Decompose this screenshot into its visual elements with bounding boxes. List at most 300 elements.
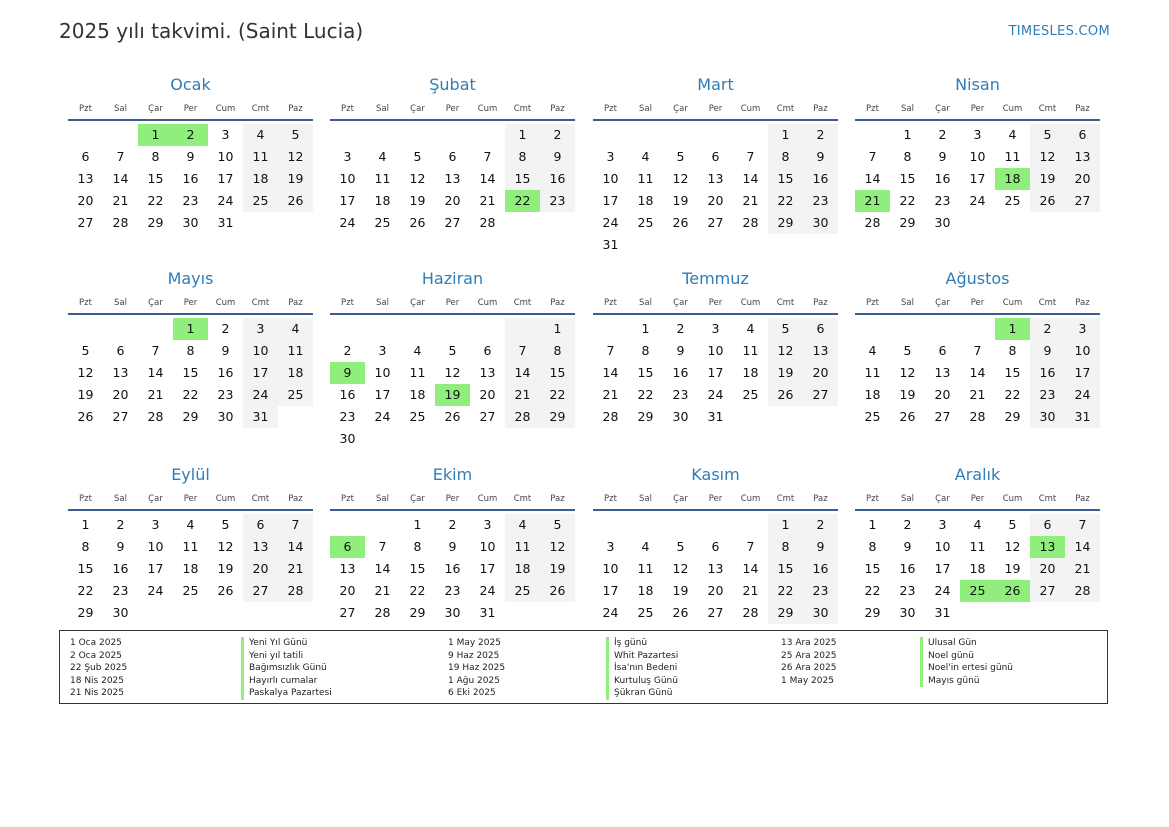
day-cell: 21 [969,387,986,402]
day-cell: 10 [339,171,356,186]
weekday-header [68,490,313,508]
weekday-label: Cum [215,104,236,114]
day-cell: 30 [803,212,838,234]
day-cell: 6 [803,318,838,340]
month-divider [330,119,575,121]
weekday-label: Paz [550,104,565,114]
weekday-label: Pzt [604,104,617,114]
day-cell: 26 [672,215,689,230]
legend-date: 25 Ara 2025 [781,650,837,661]
day-cell: 30 [803,602,838,624]
holiday-day-cell: 26 [995,580,1030,602]
day-cell: 13 [934,365,951,380]
day-cell: 21 [278,558,313,580]
month-name: Şubat [429,75,476,94]
day-cell: 29 [864,605,881,620]
day-cell: 23 [217,387,234,402]
day-cell: 16 [672,365,689,380]
day-cell: 4 [186,517,195,532]
day-cell: 26 [409,215,426,230]
weekday-label: Cmt [1038,298,1057,308]
day-grid [855,124,1100,234]
day-cell: 12 [278,146,313,168]
day-cell: 4 [746,321,755,336]
month-divider [68,509,313,511]
day-cell: 4 [278,318,313,340]
weekday-label: Per [445,494,460,504]
day-cell: 24 [602,215,619,230]
day-cell: 20 [707,193,724,208]
day-cell: 26 [1030,190,1065,212]
weekday-label: Çar [148,494,163,504]
day-cell: 11 [505,536,540,558]
day-cell: 24 [217,193,234,208]
day-cell: 31 [602,237,619,252]
month-divider [593,509,838,511]
month-name: Mart [697,75,734,94]
day-grid [855,514,1100,624]
weekday-label: Paz [288,104,303,114]
day-cell: 4 [378,149,387,164]
day-cell: 17 [217,171,234,186]
day-cell: 11 [243,146,278,168]
day-cell: 29 [768,212,803,234]
day-cell: 7 [868,149,877,164]
day-cell: 26 [77,409,94,424]
day-cell: 15 [505,168,540,190]
weekday-header [330,294,575,312]
day-cell: 14 [278,536,313,558]
day-cell: 28 [742,605,759,620]
month-divider [593,119,838,121]
day-cell: 28 [147,409,164,424]
day-cell: 20 [243,558,278,580]
day-cell: 19 [672,583,689,598]
month-divider [330,509,575,511]
day-cell: 25 [637,605,654,620]
day-cell: 27 [112,409,129,424]
legend-holiday-name: Bağımsızlık Günü [241,662,332,675]
day-cell: 4 [243,124,278,146]
day-cell: 3 [1065,318,1100,340]
empty-cell [593,124,628,146]
day-cell: 21 [602,387,619,402]
weekday-label: Çar [410,104,425,114]
day-cell: 29 [77,605,94,620]
site-link[interactable]: TIMESLES.COM [1008,24,1110,39]
month-calendar [855,464,1100,624]
day-cell: 23 [112,583,129,598]
day-cell: 19 [540,558,575,580]
day-cell: 22 [899,193,916,208]
month-calendar [68,464,313,624]
weekday-label: Sal [901,494,914,504]
weekday-label: Cum [1002,494,1023,504]
day-cell: 16 [899,561,916,576]
day-cell: 5 [1030,124,1065,146]
day-cell: 10 [147,539,164,554]
day-cell: 2 [1030,318,1065,340]
weekday-label: Cmt [776,298,795,308]
day-cell: 6 [1030,514,1065,536]
day-grid [330,318,575,450]
day-cell: 21 [505,384,540,406]
day-cell: 13 [803,340,838,362]
weekday-label: Paz [550,298,565,308]
day-cell: 16 [803,168,838,190]
empty-cell [365,514,400,536]
day-cell: 13 [339,561,356,576]
day-cell: 5 [278,124,313,146]
day-cell: 23 [444,583,461,598]
day-cell: 5 [413,149,422,164]
day-cell: 9 [221,343,230,358]
day-cell: 20 [1065,168,1100,190]
day-cell: 15 [1004,365,1021,380]
day-cell: 25 [505,580,540,602]
holiday-day-cell: 19 [435,384,470,406]
day-cell: 24 [969,193,986,208]
legend-holiday-name: Whit Pazartesi [606,650,678,663]
day-cell: 3 [483,517,492,532]
weekday-label: Sal [114,298,127,308]
day-cell: 30 [1030,406,1065,428]
weekday-label: Pzt [604,298,617,308]
day-cell: 12 [672,171,689,186]
day-cell: 17 [707,365,724,380]
day-cell: 20 [707,583,724,598]
empty-cell [663,124,698,146]
empty-cell [960,318,995,340]
day-cell: 10 [374,365,391,380]
day-cell: 14 [742,171,759,186]
day-cell: 7 [116,149,125,164]
day-cell: 21 [147,387,164,402]
holiday-day-cell: 1 [138,124,173,146]
day-cell: 3 [243,318,278,340]
weekday-label: Cmt [1038,104,1057,114]
day-cell: 23 [339,409,356,424]
holiday-day-cell: 13 [1030,536,1065,558]
weekday-label: Çar [410,494,425,504]
empty-cell [890,318,925,340]
day-cell: 19 [217,561,234,576]
weekday-header [593,294,838,312]
weekday-label: Cum [215,494,236,504]
day-cell: 19 [899,387,916,402]
legend-date: 22 Şub 2025 [70,663,128,673]
weekday-header [593,100,838,118]
month-calendar [593,74,838,256]
weekday-label: Paz [813,494,828,504]
day-cell: 18 [637,583,654,598]
day-cell: 5 [676,149,685,164]
day-cell: 7 [378,539,387,554]
legend-date: 1 May 2025 [781,675,834,686]
day-cell: 2 [343,343,352,358]
day-cell: 9 [938,149,947,164]
weekday-label: Cum [740,298,761,308]
month-divider [855,313,1100,315]
legend-date: 1 Oca 2025 [70,638,122,648]
day-cell: 12 [1004,539,1021,554]
day-cell: 12 [1030,146,1065,168]
holiday-day-cell: 22 [505,190,540,212]
legend-date: 13 Ara 2025 [781,638,837,648]
empty-cell [593,318,628,340]
day-cell: 25 [1004,193,1021,208]
day-cell: 10 [479,539,496,554]
day-cell: 25 [278,384,313,406]
day-cell: 30 [672,409,689,424]
legend-date: 21 Nis 2025 [70,688,124,698]
legend-holiday-name: Hayırlı cumalar [241,675,332,688]
weekday-label: Sal [901,104,914,114]
day-cell: 9 [116,539,125,554]
day-grid [68,318,313,428]
day-cell: 28 [479,215,496,230]
day-cell: 27 [444,215,461,230]
day-cell: 16 [112,561,129,576]
holiday-day-cell: 6 [330,536,365,558]
weekday-label: Çar [935,104,950,114]
weekday-header [593,490,838,508]
holiday-day-cell: 25 [960,580,995,602]
month-name: Temmuz [682,269,749,288]
day-cell: 1 [768,124,803,146]
weekday-header [855,294,1100,312]
month-divider [593,313,838,315]
empty-cell [330,514,365,536]
day-cell: 13 [112,365,129,380]
day-cell: 27 [243,580,278,602]
weekday-label: Çar [673,298,688,308]
weekday-label: Cmt [776,104,795,114]
month-divider [330,313,575,315]
weekday-label: Cmt [251,104,270,114]
day-cell: 25 [742,387,759,402]
day-cell: 23 [934,193,951,208]
holiday-day-cell: 1 [995,318,1030,340]
weekday-label: Cum [477,298,498,308]
day-cell: 12 [217,539,234,554]
day-cell: 5 [768,318,803,340]
day-cell: 8 [768,536,803,558]
weekday-label: Paz [550,494,565,504]
day-cell: 17 [374,387,391,402]
empty-cell [103,124,138,146]
empty-cell [855,318,890,340]
day-cell: 7 [746,539,755,554]
day-cell: 16 [444,561,461,576]
weekday-label: Çar [410,298,425,308]
day-cell: 26 [672,605,689,620]
day-cell: 21 [742,583,759,598]
day-cell: 17 [1065,362,1100,384]
day-cell: 18 [409,387,426,402]
weekday-label: Cmt [1038,494,1057,504]
day-cell: 12 [672,561,689,576]
day-cell: 19 [768,362,803,384]
day-cell: 14 [1065,536,1100,558]
day-cell: 18 [243,168,278,190]
day-cell: 13 [243,536,278,558]
day-cell: 9 [903,539,912,554]
day-cell: 3 [151,517,160,532]
empty-cell [470,318,505,340]
day-cell: 1 [903,127,912,142]
day-cell: 14 [969,365,986,380]
day-cell: 11 [864,365,881,380]
day-cell: 6 [243,514,278,536]
day-cell: 7 [973,343,982,358]
empty-cell [628,514,663,536]
day-cell: 4 [868,343,877,358]
day-cell: 14 [602,365,619,380]
day-cell: 8 [186,343,195,358]
weekday-label: Sal [376,298,389,308]
day-cell: 20 [1030,558,1065,580]
day-cell: 23 [672,387,689,402]
weekday-label: Per [445,298,460,308]
day-cell: 7 [606,343,615,358]
empty-cell [435,124,470,146]
day-cell: 31 [243,406,278,428]
day-cell: 7 [278,514,313,536]
day-cell: 21 [374,583,391,598]
legend-holiday-name: Noel günü [920,650,1013,663]
day-cell: 27 [1030,580,1065,602]
day-cell: 28 [742,215,759,230]
day-cell: 11 [374,171,391,186]
day-cell: 18 [742,365,759,380]
page-title: 2025 yılı takvimi. (Saint Lucia) [59,19,364,43]
day-cell: 4 [641,539,650,554]
day-cell: 25 [409,409,426,424]
legend-date: 2 Oca 2025 [70,650,122,661]
weekday-label: Çar [673,494,688,504]
day-cell: 2 [540,124,575,146]
day-grid [330,124,575,234]
weekday-label: Çar [935,494,950,504]
day-cell: 13 [707,171,724,186]
empty-cell [435,318,470,340]
weekday-header [855,490,1100,508]
day-grid [330,514,575,624]
day-cell: 22 [77,583,94,598]
day-cell: 3 [606,539,615,554]
empty-cell [138,318,173,340]
weekday-label: Per [970,494,985,504]
month-calendar [855,74,1100,234]
day-cell: 14 [864,171,881,186]
day-cell: 22 [147,193,164,208]
month-calendar [330,464,575,624]
day-cell: 26 [540,580,575,602]
day-cell: 3 [938,517,947,532]
day-cell: 26 [768,384,803,406]
legend-dates-col-3 [781,637,836,687]
day-cell: 3 [606,149,615,164]
day-cell: 27 [934,409,951,424]
day-cell: 5 [540,514,575,536]
day-cell: 7 [746,149,755,164]
day-cell: 17 [479,561,496,576]
weekday-label: Cmt [513,298,532,308]
month-calendar [330,74,575,234]
month-divider [68,119,313,121]
day-cell: 29 [540,406,575,428]
legend-holiday-name: Kurtuluş Günü [606,675,678,688]
day-cell: 27 [803,384,838,406]
day-cell: 24 [374,409,391,424]
weekday-header [330,490,575,508]
weekday-label: Çar [673,104,688,114]
day-cell: 10 [602,171,619,186]
day-cell: 10 [1065,340,1100,362]
day-cell: 9 [803,146,838,168]
weekday-label: Sal [639,494,652,504]
weekday-label: Cmt [251,298,270,308]
weekday-label: Pzt [341,104,354,114]
day-cell: 10 [243,340,278,362]
weekday-label: Paz [1075,104,1090,114]
day-cell: 17 [243,362,278,384]
day-cell: 28 [112,215,129,230]
weekday-label: Cum [1002,104,1023,114]
legend-holiday-name: Ulusal Gün [920,637,1013,650]
day-cell: 28 [969,409,986,424]
legend-holiday-name: Yeni yıl tatili [241,650,332,663]
day-cell: 2 [221,321,230,336]
weekday-label: Per [183,104,198,114]
weekday-label: Pzt [604,494,617,504]
day-cell: 6 [483,343,492,358]
day-cell: 10 [602,561,619,576]
day-cell: 7 [1065,514,1100,536]
day-cell: 27 [707,215,724,230]
day-cell: 12 [409,171,426,186]
day-cell: 15 [182,365,199,380]
day-grid [593,124,838,256]
day-cell: 10 [217,149,234,164]
legend-holiday-name: İş günü [606,637,678,650]
day-cell: 11 [637,561,654,576]
day-cell: 10 [934,539,951,554]
day-cell: 8 [903,149,912,164]
day-cell: 11 [637,171,654,186]
day-cell: 1 [540,318,575,340]
day-cell: 5 [903,343,912,358]
day-cell: 16 [1030,362,1065,384]
weekday-label: Cum [477,104,498,114]
day-cell: 3 [973,127,982,142]
day-cell: 22 [864,583,881,598]
day-cell: 6 [116,343,125,358]
day-cell: 27 [1065,190,1100,212]
day-cell: 8 [768,146,803,168]
weekday-header [68,294,313,312]
day-cell: 8 [151,149,160,164]
weekday-label: Per [183,298,198,308]
day-cell: 11 [969,539,986,554]
day-cell: 8 [868,539,877,554]
day-cell: 11 [742,343,759,358]
month-divider [855,509,1100,511]
day-cell: 20 [803,362,838,384]
day-cell: 9 [186,149,195,164]
day-cell: 24 [1065,384,1100,406]
